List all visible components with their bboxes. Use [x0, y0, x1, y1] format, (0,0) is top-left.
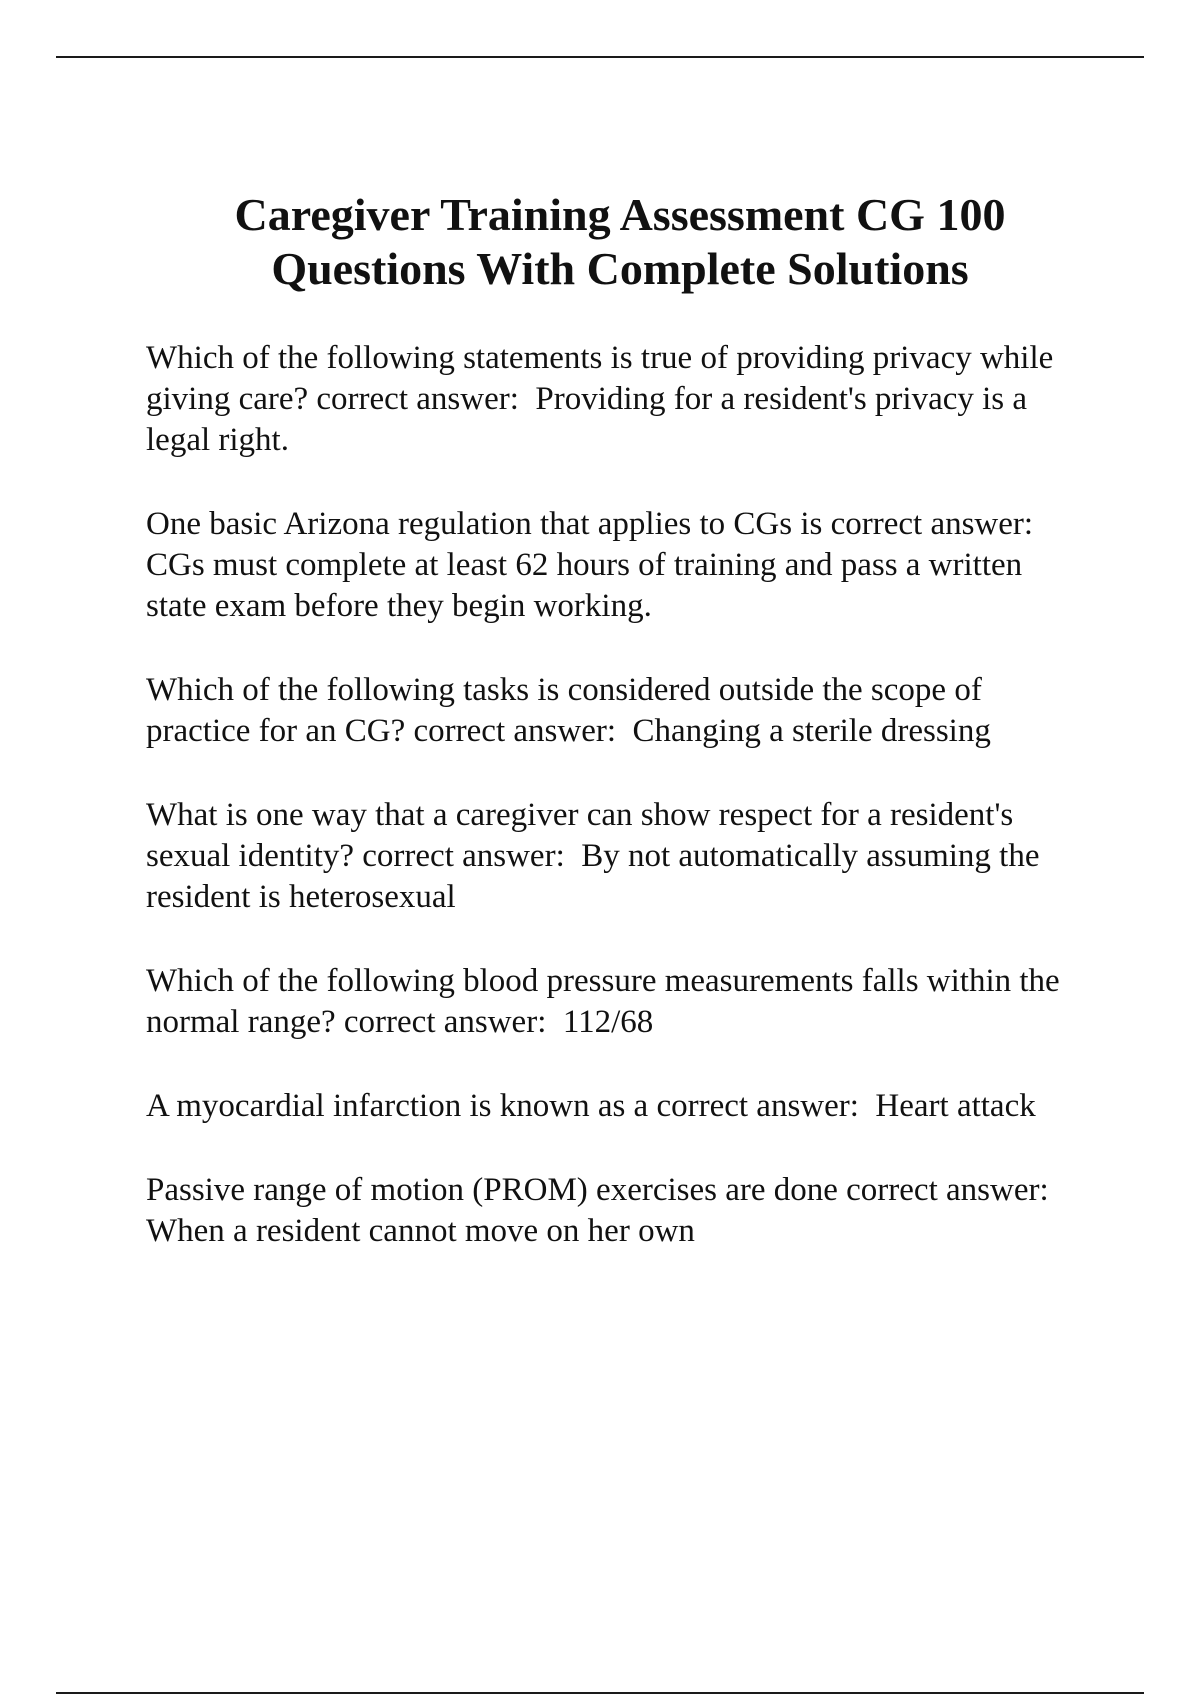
title-line-1: Caregiver Training Assessment CG 100: [234, 189, 1006, 240]
qa-list: [146, 338, 1086, 1295]
qa-item-7: Passive range of motion (PROM) exercises are done correct answer: When a resident cannot move on her own: [146, 1172, 1065, 1249]
title-line-2: Questions With Complete Solutions: [271, 243, 969, 294]
page-title: [0, 188, 1200, 296]
qa-item-3: Which of the following tasks is considered outside the scope of practice for an CG? correct answer: Changing a sterile dressing: [146, 672, 991, 749]
qa-item-5: Which of the following blood pressure measurements falls within the normal range? correct answer: 112/68: [146, 963, 1068, 1040]
qa-item-1: Which of the following statements is true of providing privacy while giving care? correct answer: Providing for a resident's privacy is a legal right.: [146, 340, 1062, 458]
qa-item-2: One basic Arizona regulation that applies to CGs is correct answer: CGs must complete at least 62 hours of training and pass a written state exam before they begin working.: [146, 506, 1050, 624]
qa-item-6: A myocardial infarction is known as a correct answer: Heart attack: [146, 1088, 1036, 1124]
bottom-rule: [56, 1692, 1144, 1694]
qa-item-4: What is one way that a caregiver can show respect for a resident's sexual identity? correct answer: By not automatically assuming the resident is heterosexual: [146, 797, 1048, 915]
top-rule: [56, 56, 1144, 58]
